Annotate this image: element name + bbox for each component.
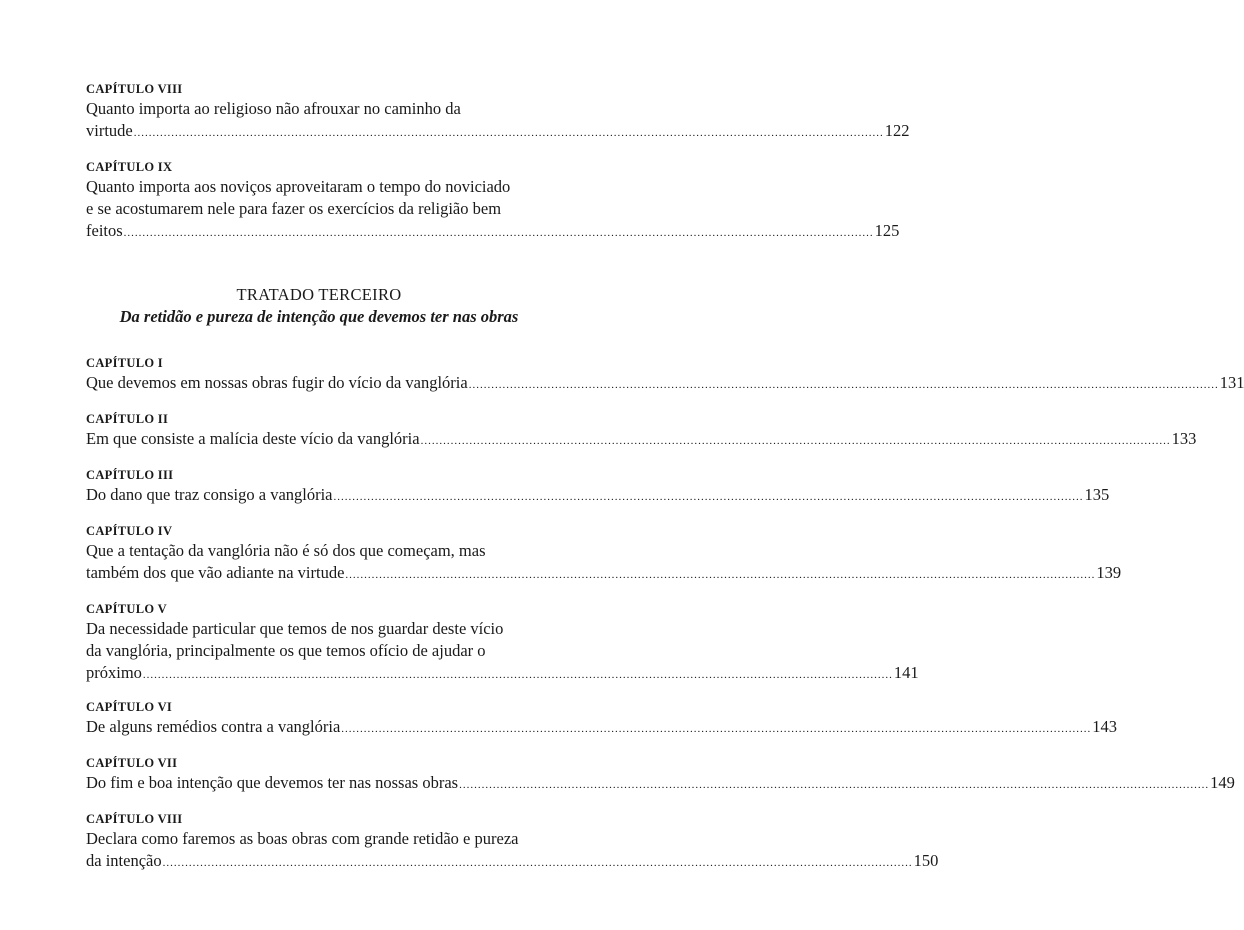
entry-line: Quanto importa aos noviços aproveitaram o tempo do noviciado — [86, 177, 511, 196]
entry-last-line — [86, 484, 1110, 506]
entry-last-line — [86, 562, 1122, 584]
toc-entry — [86, 80, 910, 142]
dot-leader: ........................................................................................................................................................................................................ — [420, 435, 1171, 447]
entry-text: feitos — [86, 221, 123, 240]
dot-leader: ........................................................................................................................................................................................................ — [341, 723, 1092, 735]
treatise-title: TRATADO TERCEIRO — [236, 285, 402, 304]
chapter-heading: CAPÍTULO VII — [86, 756, 178, 770]
entry-last-line — [86, 716, 1118, 738]
entry-line: Da necessidade particular que temos de nos guardar deste vício — [86, 619, 504, 638]
toc-entry — [86, 158, 900, 242]
entry-text: Em que consiste a malícia deste vício da vanglória — [86, 429, 420, 448]
page-number: 139 — [1096, 563, 1122, 582]
chapter-heading: CAPÍTULO IV — [86, 524, 173, 538]
dot-leader: ........................................................................................................................................................................................................ — [123, 227, 874, 239]
entry-last-line — [86, 428, 1197, 450]
chapter-heading: CAPÍTULO II — [86, 412, 169, 426]
entry-line: da vanglória, principalmente os que temos ofício de ajudar o — [86, 641, 486, 660]
dot-leader: ........................................................................................................................................................................................................ — [345, 569, 1096, 581]
entry-last-line — [86, 120, 910, 142]
chapter-heading: CAPÍTULO IX — [86, 160, 173, 174]
toc-entry — [86, 466, 1110, 506]
toc-entry — [86, 354, 1244, 394]
chapter-heading: CAPÍTULO VIII — [86, 82, 183, 96]
entry-line: Quanto importa ao religioso não afrouxar no caminho da — [86, 99, 461, 118]
page-number: 131 — [1219, 373, 1244, 392]
dot-leader: ........................................................................................................................................................................................................ — [333, 491, 1084, 503]
page-number: 133 — [1171, 429, 1197, 448]
page-number: 135 — [1084, 485, 1110, 504]
entry-text: Que devemos em nossas obras fugir do vício da vanglória — [86, 373, 468, 392]
entry-text: da intenção — [86, 851, 162, 870]
toc-entry — [86, 600, 919, 684]
entry-last-line — [86, 372, 1244, 394]
toc-entry — [86, 698, 1118, 738]
treatise-heading — [86, 284, 552, 328]
page-number: 143 — [1092, 717, 1118, 736]
entry-last-line — [86, 662, 919, 684]
page-number: 125 — [874, 221, 900, 240]
page-number: 149 — [1210, 773, 1235, 792]
toc-entry — [86, 522, 1122, 584]
page-number: 150 — [913, 851, 939, 870]
entry-last-line — [86, 772, 1235, 794]
entry-line: Declara como faremos as boas obras com grande retidão e pureza — [86, 829, 519, 848]
entry-last-line — [86, 850, 939, 872]
dot-leader: ........................................................................................................................................................................................................ — [133, 127, 884, 139]
entry-text: virtude — [86, 121, 133, 140]
chapter-heading: CAPÍTULO VI — [86, 700, 173, 714]
chapter-heading: CAPÍTULO I — [86, 356, 163, 370]
page-number: 122 — [884, 121, 910, 140]
dot-leader: ........................................................................................................................................................................................................ — [468, 379, 1219, 391]
treatise-subtitle: Da retidão e pureza de intenção que devemos ter nas obras — [119, 307, 519, 326]
entry-line: e se acostumarem nele para fazer os exercícios da religião bem — [86, 199, 502, 218]
chapter-heading: CAPÍTULO VIII — [86, 812, 183, 826]
entry-text: próximo — [86, 663, 142, 682]
toc-entry — [86, 754, 1235, 794]
entry-text: De alguns remédios contra a vanglória — [86, 717, 341, 736]
entry-text: Do dano que traz consigo a vanglória — [86, 485, 333, 504]
entry-text: Do fim e boa intenção que devemos ter nas nossas obras — [86, 773, 459, 792]
entry-line: Que a tentação da vanglória não é só dos que começam, mas — [86, 541, 486, 560]
dot-leader: ........................................................................................................................................................................................................ — [142, 669, 893, 681]
toc-entry — [86, 410, 1197, 450]
dot-leader: ........................................................................................................................................................................................................ — [459, 779, 1210, 791]
dot-leader: ........................................................................................................................................................................................................ — [162, 857, 913, 869]
entry-last-line — [86, 220, 900, 242]
toc-entry — [86, 810, 939, 872]
page-number: 141 — [893, 663, 919, 682]
chapter-heading: CAPÍTULO V — [86, 602, 167, 616]
entry-text: também dos que vão adiante na virtude — [86, 563, 345, 582]
chapter-heading: CAPÍTULO III — [86, 468, 174, 482]
